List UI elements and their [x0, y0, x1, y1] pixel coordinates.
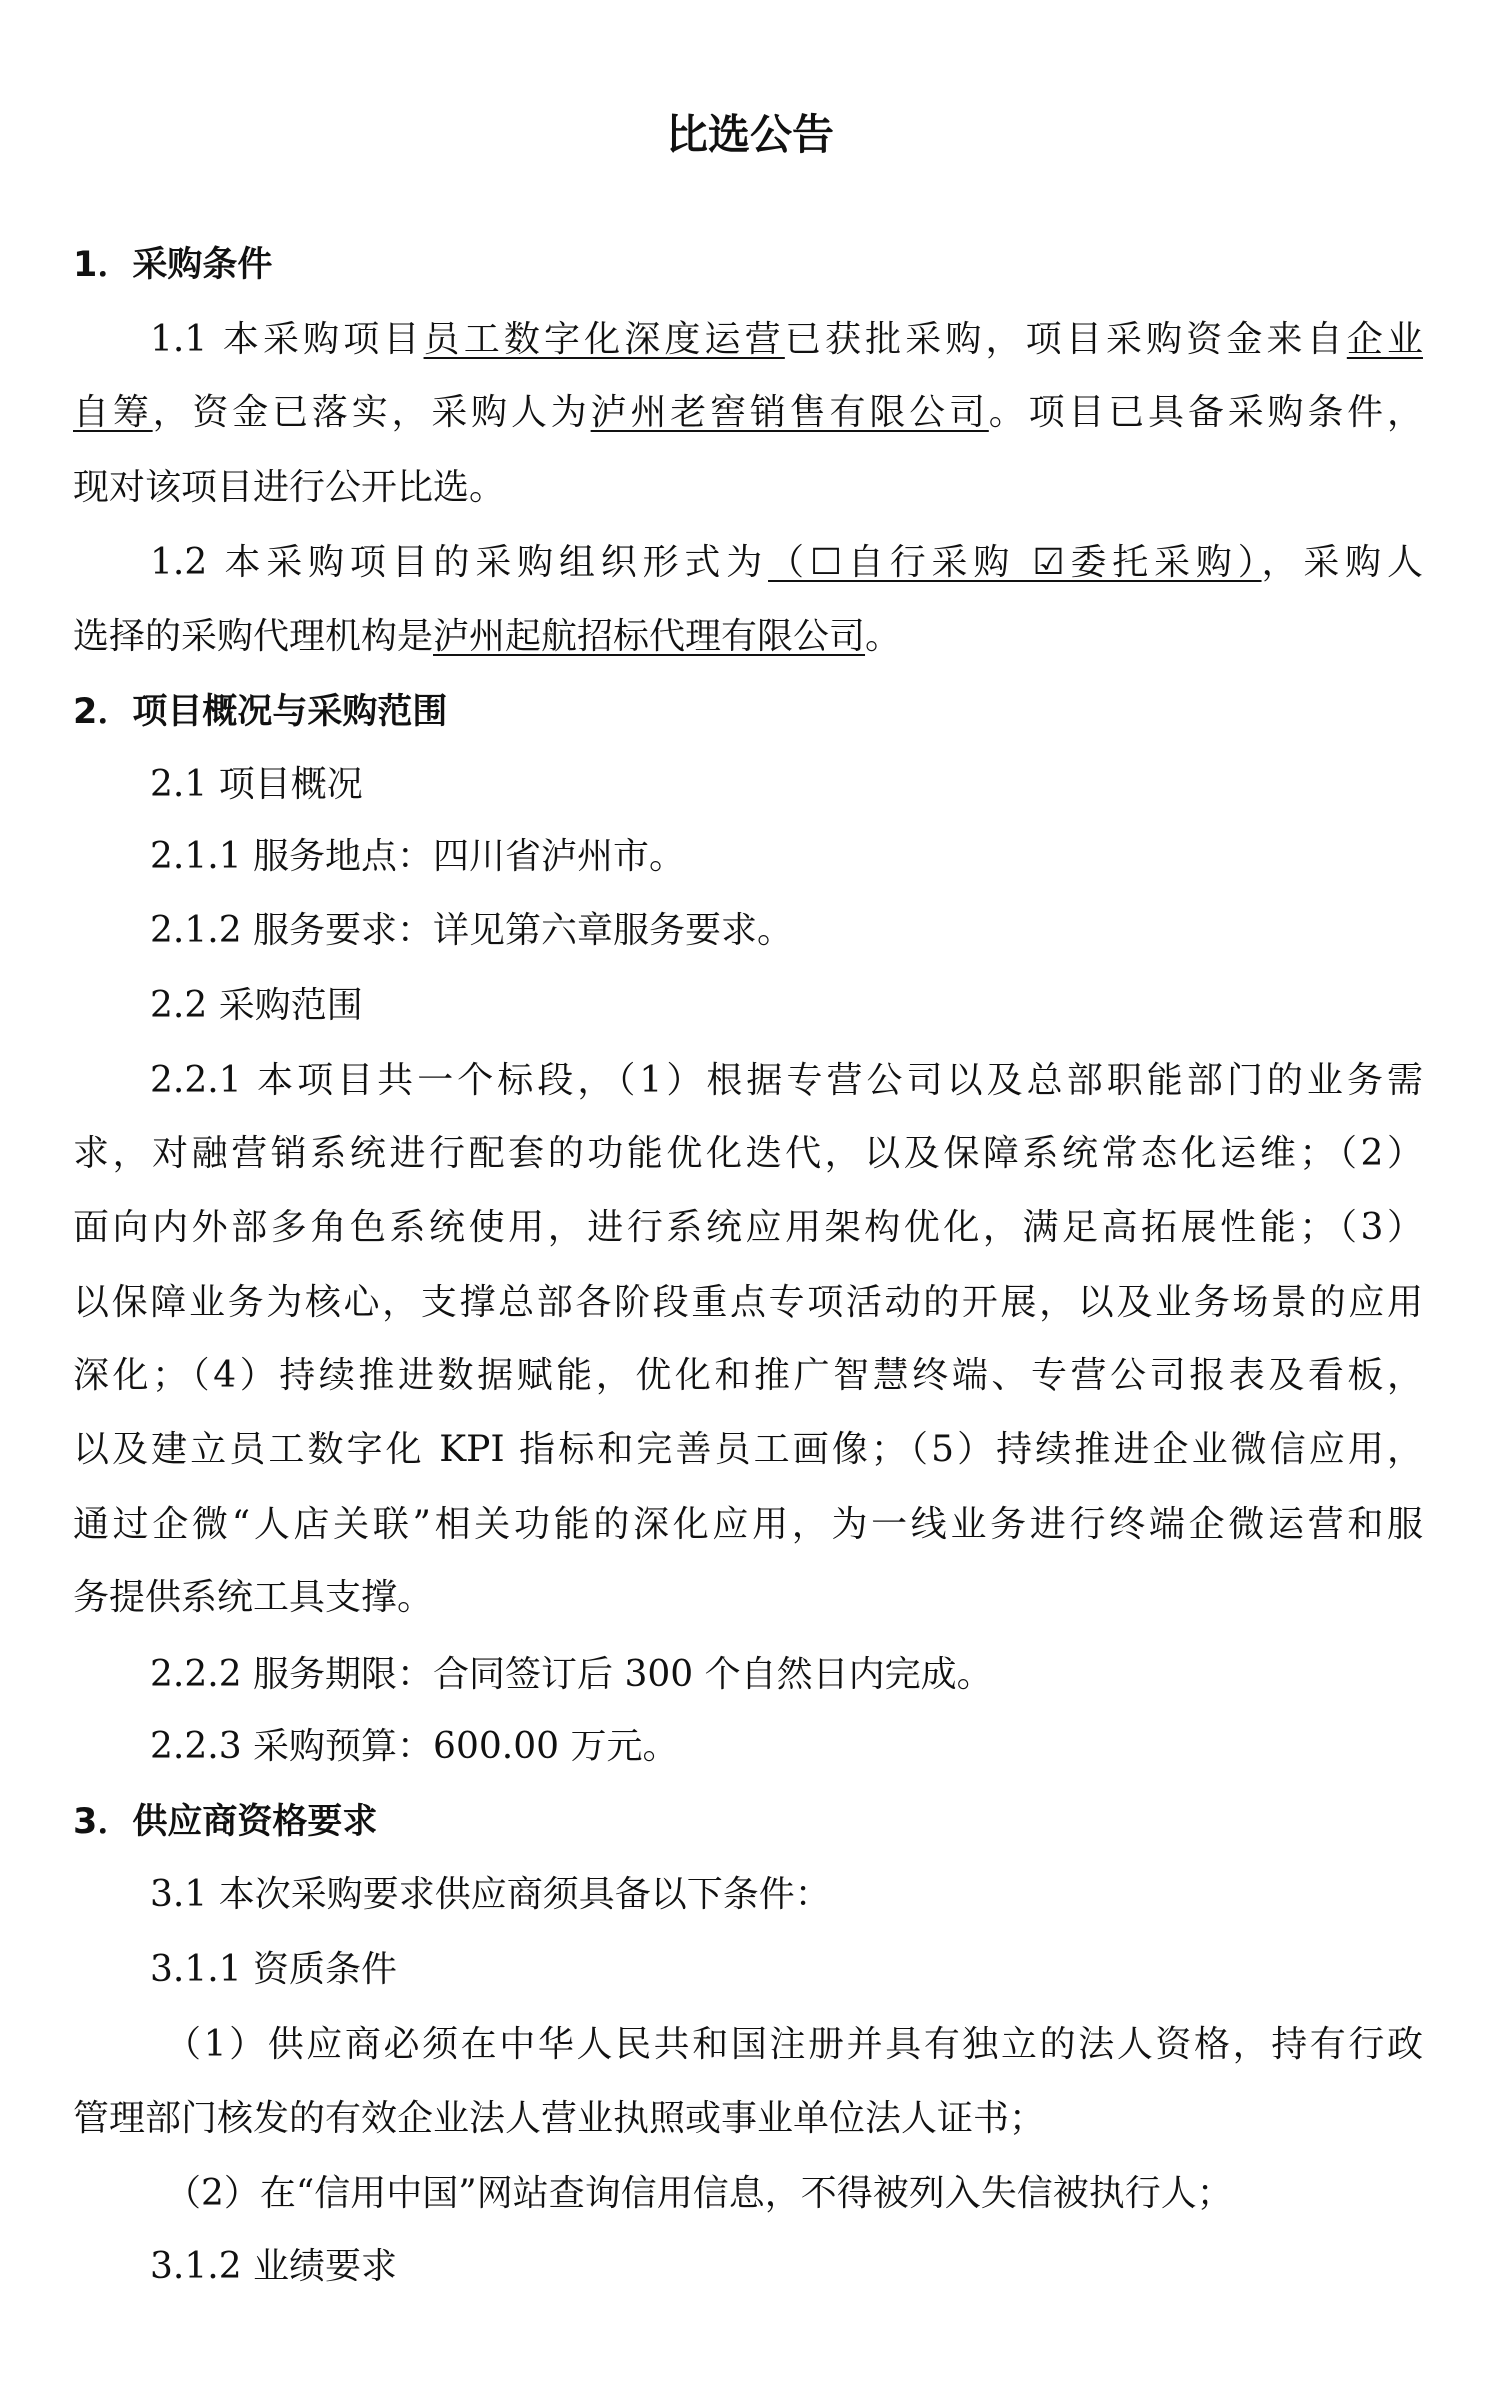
- sub-heading-3-1-2: 3.1.2 业绩要求: [150, 2246, 398, 2287]
- text: ，资金已落实，采购人为: [152, 392, 591, 433]
- text: ，采购人: [1261, 542, 1423, 583]
- condition-2: （2）在“信用中国”网站查询信用信息，不得被列入失信被执行人；: [165, 2173, 1233, 2214]
- para-1-1-line-1: [150, 312, 1423, 368]
- para-2-2-1-line: 2.2.1 本项目共一个标段，（1）根据专营公司以及总部职能部门的业务需: [150, 1060, 1423, 1101]
- text: 选择的采购代理机构是: [73, 616, 434, 657]
- para-2-2-1-line: 以及建立员工数字化 KPI 指标和完善员工画像；（5）持续推进企业微信应用，: [73, 1429, 1423, 1470]
- text: 。: [865, 616, 902, 657]
- sub-heading-2-2: 2.2 采购范围: [150, 985, 363, 1026]
- line-2-1-2: 2.1.2 服务要求：详见第六章服务要求。: [150, 910, 794, 951]
- section-1-heading: 1．采购条件: [73, 245, 273, 285]
- para-2-2-1-line: 求，对融营销系统进行配套的功能优化迭代，以及保障系统常态化运维；（2）: [73, 1133, 1423, 1174]
- para-2-2-1-line: 深化；（4）持续推进数据赋能，优化和推广智慧终端、专营公司报表及看板，: [73, 1355, 1423, 1396]
- text: 。项目已具备采购条件，: [988, 392, 1423, 433]
- condition-1-line-2: 管理部门核发的有效企业法人营业执照或事业单位法人证书；: [73, 2098, 1046, 2139]
- condition-1-line-1: （1）供应商必须在中华人民共和国注册并具有独立的法人资格，持有行政: [165, 2024, 1423, 2065]
- para-1-1-line-2: [73, 385, 1423, 441]
- section-3-heading: 3．供应商资格要求: [73, 1802, 378, 1842]
- para-2-2-1-line: 务提供系统工具支撑。: [73, 1577, 434, 1618]
- para-1-1-line-3: 现对该项目进行公开比选。: [73, 467, 506, 508]
- purchaser-name: 泸州老窖销售有限公司: [590, 392, 989, 433]
- para-1-2-line-2: [73, 609, 1423, 665]
- project-name: 员工数字化深度运营: [423, 319, 785, 360]
- sub-heading-2-1: 2.1 项目概况: [150, 764, 363, 805]
- fund-source-cont: 自筹: [73, 392, 153, 433]
- sub-heading-3-1: 3.1 本次采购要求供应商须具备以下条件：: [150, 1874, 831, 1915]
- fund-source: 企业: [1346, 319, 1423, 360]
- agency-name: 泸州起航招标代理有限公司: [433, 616, 866, 657]
- sub-heading-3-1-1: 3.1.1 资质条件: [150, 1949, 398, 1990]
- para-2-2-1-line: 通过企微“人店关联”相关功能的深化应用，为一线业务进行终端企微运营和服: [73, 1504, 1423, 1545]
- procurement-form: （☐自行采购 ☑委托采购）: [768, 542, 1262, 583]
- line-2-2-2: 2.2.2 服务期限：合同签订后 300 个自然日内完成。: [150, 1654, 993, 1695]
- para-1-2-line-1: [150, 535, 1423, 591]
- text: 1.1 本采购项目: [150, 319, 424, 360]
- section-2-heading: 2．项目概况与采购范围: [73, 692, 448, 732]
- page-title: 比选公告: [665, 110, 834, 159]
- text: 1.2 本采购项目的采购组织形式为: [150, 542, 769, 583]
- para-2-2-1-line: 以保障业务为核心，支撑总部各阶段重点专项活动的开展，以及业务场景的应用: [73, 1282, 1423, 1323]
- line-2-1-1: 2.1.1 服务地点：四川省泸州市。: [150, 836, 686, 877]
- line-2-2-3: 2.2.3 采购预算：600.00 万元。: [150, 1726, 679, 1767]
- text: 已获批采购，项目采购资金来自: [784, 319, 1347, 360]
- para-2-2-1-line: 面向内外部多角色系统使用，进行系统应用架构优化，满足高拓展性能；（3）: [73, 1207, 1423, 1248]
